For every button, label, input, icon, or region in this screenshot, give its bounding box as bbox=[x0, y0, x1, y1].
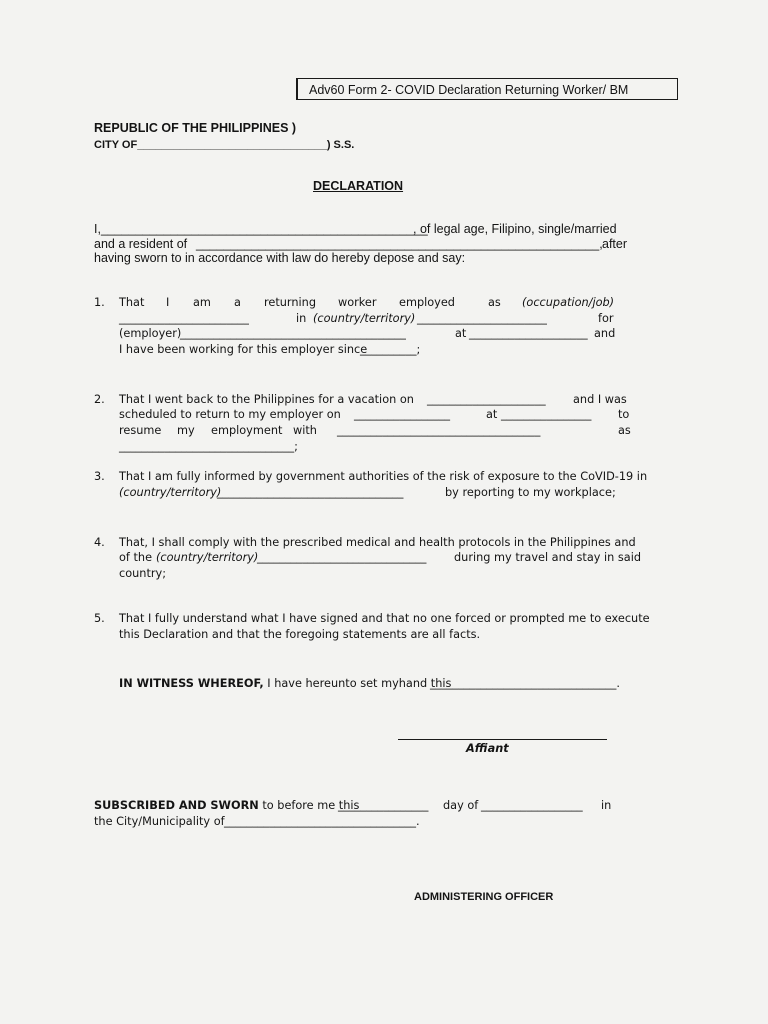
item-3-country: (country/territory) bbox=[119, 486, 222, 499]
sworn-blank: ________________ bbox=[338, 799, 429, 812]
item-2-blank: _________________ bbox=[354, 408, 451, 421]
item-1-number: 1. bbox=[94, 296, 105, 309]
item-1-blank: _______________________ bbox=[119, 312, 249, 325]
intro-after: after bbox=[602, 237, 628, 251]
item-2-to: to bbox=[618, 408, 630, 421]
item-1-country: (country/territory) bbox=[313, 312, 416, 325]
item-2-blank: _____________________ bbox=[427, 393, 546, 406]
item-1-and: and bbox=[594, 327, 616, 340]
item-1-word: returning bbox=[264, 296, 317, 309]
item-4-during: during my travel and stay in said bbox=[454, 551, 642, 564]
item-1-word: employed bbox=[399, 296, 455, 309]
item-2-word: employment bbox=[211, 424, 283, 437]
item-5-facts: this Declaration and that the foregoing statements are all facts. bbox=[119, 628, 481, 641]
item-2-vacation: That I went back to the Philippines for a vacation on bbox=[119, 393, 414, 406]
sworn-bold: SUBSCRIBED AND SWORN bbox=[94, 799, 259, 812]
item-2-blank: ________________ bbox=[501, 408, 592, 421]
item-1-blank: ________________________________________ bbox=[180, 327, 406, 340]
form-code-box: Adv60 Form 2- COVID Declaration Returning Worker/ BM bbox=[296, 78, 678, 100]
item-2-blank: _______________________________; bbox=[119, 440, 298, 453]
sworn-in: in bbox=[601, 799, 612, 812]
intro-sworn-line: having sworn to in accordance with law do hereby depose and say: bbox=[94, 251, 466, 265]
sworn-day-of: day of bbox=[443, 799, 479, 812]
sworn-text: to before me this bbox=[258, 799, 360, 812]
city-of-line: CITY OF_______________________________) S.S. bbox=[94, 139, 355, 151]
item-4-of-the: of the bbox=[119, 551, 153, 564]
witness-blank: _________________________________. bbox=[430, 677, 620, 690]
page-title: DECLARATION bbox=[313, 179, 404, 193]
item-2-word: my bbox=[177, 424, 195, 437]
item-1-at: at bbox=[455, 327, 467, 340]
item-5-number: 5. bbox=[94, 612, 105, 625]
republic-header: REPUBLIC OF THE PHILIPPINES ) bbox=[94, 121, 297, 135]
item-2-at: at bbox=[486, 408, 498, 421]
item-1-since: I have been working for this employer since bbox=[119, 343, 368, 356]
item-1-word: am bbox=[193, 296, 211, 309]
witness-text: I have hereunto set myhand this bbox=[263, 677, 452, 690]
witness-bold: IN WITNESS WHEREOF, bbox=[119, 677, 264, 690]
sworn-city-blank: __________________________________. bbox=[224, 815, 420, 828]
item-2-word: with bbox=[293, 424, 317, 437]
item-4-number: 4. bbox=[94, 536, 105, 549]
item-1-in: in bbox=[296, 312, 307, 325]
item-3-reporting: by reporting to my workplace; bbox=[445, 486, 616, 499]
witness-line bbox=[119, 677, 451, 690]
administering-officer-label: ADMINISTERING OFFICER bbox=[414, 891, 554, 903]
item-1-since-blank: __________; bbox=[360, 343, 421, 356]
sworn-blank: __________________ bbox=[481, 799, 583, 812]
item-1-blank: _____________________ bbox=[469, 327, 588, 340]
item-1-word: worker bbox=[338, 296, 377, 309]
sworn-line-1 bbox=[94, 799, 359, 812]
item-1-occupation: (occupation/job) bbox=[522, 296, 615, 309]
item-1-word: as bbox=[488, 296, 501, 309]
intro-name-blank: I,_______________________________________________ bbox=[94, 222, 428, 236]
item-4-blank: ______________________________ bbox=[257, 551, 427, 564]
item-3-number: 3. bbox=[94, 470, 105, 483]
item-1-for: for bbox=[598, 312, 614, 325]
item-2-as: as bbox=[618, 424, 631, 437]
item-5-understand: That I fully understand what I have signed and that no one forced or prompted me to execute bbox=[119, 612, 650, 625]
item-1-employer: (employer) bbox=[119, 327, 182, 340]
item-2-number: 2. bbox=[94, 393, 105, 406]
item-2-scheduled: scheduled to return to my employer on bbox=[119, 408, 341, 421]
affiant-label: Affiant bbox=[466, 742, 509, 755]
item-1-word: That bbox=[119, 296, 145, 309]
item-2-word: resume bbox=[119, 424, 162, 437]
intro-resident-blank: __________________________________________________________, bbox=[196, 237, 603, 251]
item-1-word: I bbox=[166, 296, 170, 309]
item-3-informed: That I am fully informed by government authorities of the risk of exposure to the CoVID-19 in bbox=[119, 470, 648, 483]
item-2-and-i-was: and I was bbox=[573, 393, 627, 406]
item-3-blank: _________________________________ bbox=[217, 486, 404, 499]
item-1-word: a bbox=[234, 296, 241, 309]
intro-resident-label: and a resident of bbox=[94, 237, 188, 251]
item-4-country: (country/territory) bbox=[156, 551, 259, 564]
item-4-comply: That, I shall comply with the prescribed medical and health protocols in the Philippines and bbox=[119, 536, 636, 549]
item-4-country-end: country; bbox=[119, 567, 167, 580]
intro-legal-age: , of legal age, Filipino, single/married bbox=[413, 222, 617, 236]
item-2-blank: ____________________________________ bbox=[337, 424, 541, 437]
sworn-city: the City/Municipality of bbox=[94, 815, 225, 828]
item-1-blank: _______________________ bbox=[417, 312, 547, 325]
affiant-signature-line bbox=[398, 739, 607, 740]
